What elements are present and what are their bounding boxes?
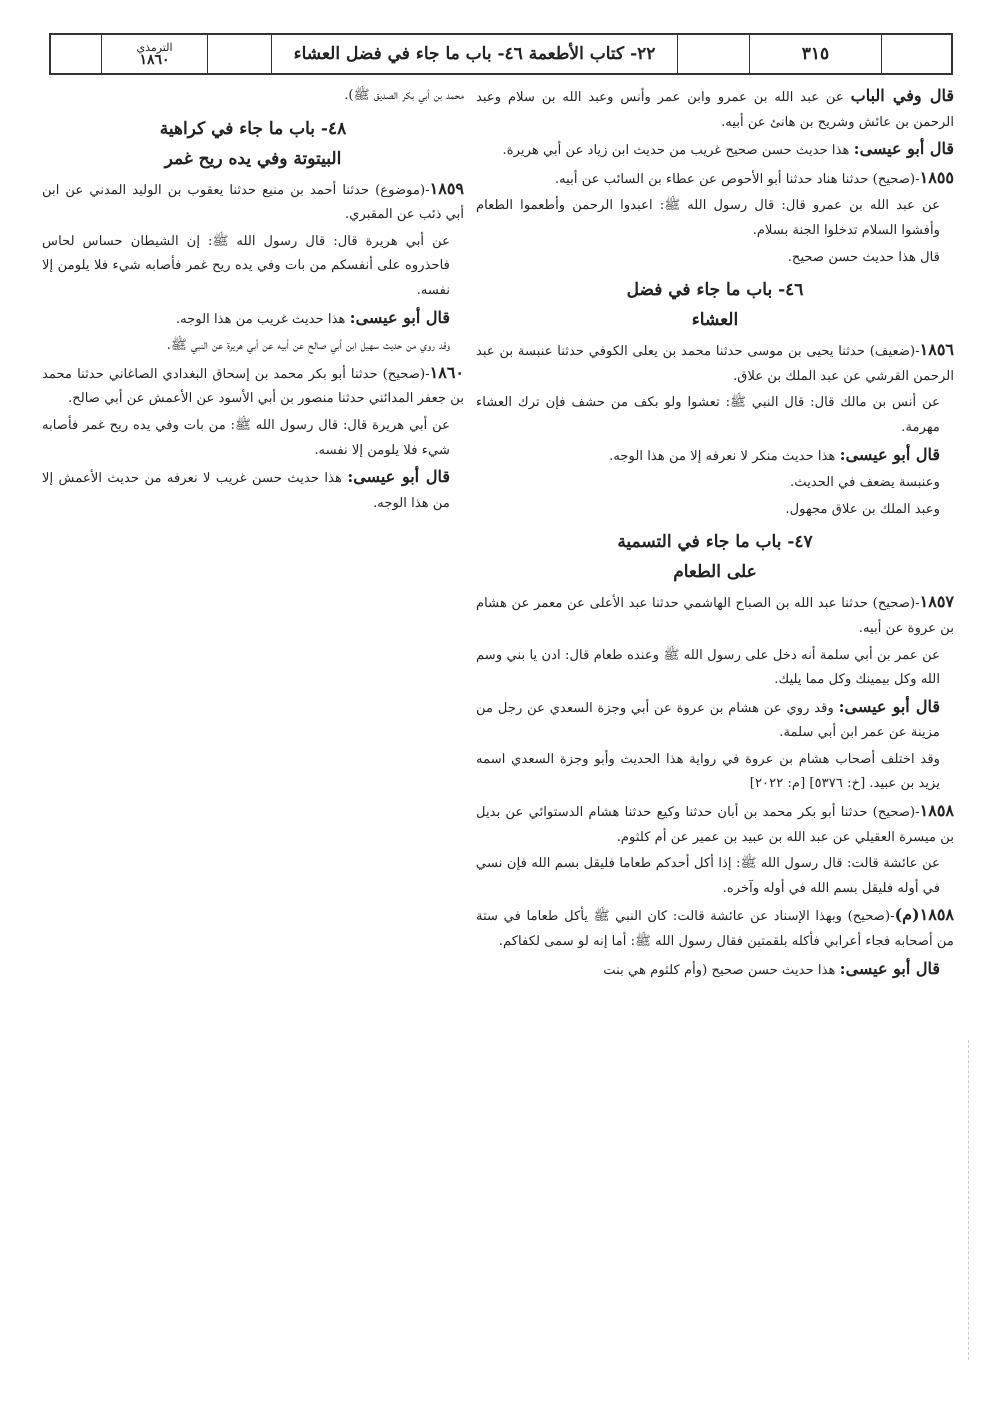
- isnad-text: -(صحيح) وبهذا الإسناد عن عائشة قالت: كان النبي ﷺ يأكل طعاما في ستة من أصحابه فجاء أعرابي فأكله بلقمتين فقال رسول الله ﷺ: أما إنه لو سمى لكفاكم.: [476, 909, 954, 950]
- isnad-text: -(موضوع) حدثنا أحمد بن منيع حدثنا يعقوب بن الوليد المدني عن ابن أبي ذئب عن المقبري.: [42, 182, 464, 223]
- hadith-note: وعنبسة يضعف في الحديث.: [790, 475, 940, 491]
- chapter-heading: [476, 527, 954, 587]
- chapter-title: ٢٢- كتاب الأطعمة ٤٦- باب ما جاء في فضل العشاء: [271, 35, 677, 73]
- heading-line: ٤٦- باب ما جاء في فضل: [626, 280, 804, 301]
- grade-text: وقد روي عن هشام بن عروة عن أبي وجزة السعدي عن رجل من مزينة عن عمر ابن أبي سلمة.: [476, 700, 940, 741]
- scan-edge-line: [968, 1040, 969, 1360]
- hadith-grade: [476, 957, 954, 984]
- grade-label: قال أبو عيسى:: [839, 958, 940, 978]
- isnad-text: -(صحيح) حدثنا عبد الله بن الصباح الهاشمي حدثنا عبد الأعلى عن معمر عن هشام بن عروة عن أبيه.: [476, 596, 954, 636]
- hadith-number: ١٨٥٨(م): [894, 905, 954, 925]
- hadith-matn: عن عبد الله بن عمرو قال: قال رسول الله ﷺ: اعبدوا الرحمن وأطعموا الطعام وأفشوا السلام تدخلوا الجنة بسلام.: [476, 198, 940, 238]
- isnad-text: -(صحيح) حدثنا أبو بكر محمد بن إسحاق البغدادي الصاغاني حدثنا محمد بن جعفر المدائني حدثنا منصور بن أبي الأسود عن الأعمش عن أبي صالح.: [42, 366, 464, 407]
- grade-label: قال أبو عيسى:: [347, 467, 451, 487]
- isnad-text: -(صحيح) حدثنا هناد حدثنا أبو الأحوص عن عطاء بن السائب عن أبيه.: [554, 171, 920, 187]
- heading-line: على الطعام: [673, 562, 757, 583]
- hadith-note: وقد اختلف أصحاب هشام بن عروة في رواية هذا الحديث وأبو وجزة السعدي اسمه يزيد بن عبيد. [خ: ٥٣٧٦] [م: ٢٠٢٢]: [476, 751, 940, 792]
- hadith-number: ١٨٥٩: [429, 178, 464, 198]
- header-reference-cell: [101, 35, 207, 73]
- grade-text: هذا حديث غريب من هذا الوجه.: [175, 311, 350, 327]
- hadith-matn: عن أبي هريرة قال: قال رسول الله ﷺ: من بات وفي يده ريح غمر فأصابه شيء فلا يلومن إلا نفسه.: [42, 417, 450, 458]
- hadith-number: ١٨٦٠: [429, 362, 464, 382]
- hadith-isnad: [476, 799, 954, 850]
- grade-label: قال أبو عيسى:: [839, 444, 940, 464]
- continuation-text: محمد بن أبي بكر الصديق ﷺ).: [344, 88, 464, 103]
- heading-line: العشاء: [691, 310, 739, 331]
- isnad-text: -(ضعيف) حدثنا يحيى بن موسى حدثنا محمد بن يعلى الكوفي حدثنا عنبسة بن عبد الرحمن القرشي عن عبد الملك بن علاق.: [476, 344, 954, 384]
- hadith-matn: عن عائشة قالت: قال رسول الله ﷺ: إذا أكل أحدكم طعاما فليقل بسم الله فإن نسي في أوله فليقل بسم الله في أوله وآخره.: [476, 856, 940, 896]
- heading-line: ٤٧- باب ما جاء في التسمية: [617, 532, 813, 553]
- paragraph-text: عن عبد الله بن عمرو وابن عمر وأنس وعبد الله بن سلام وعبد الرحمن بن عائش وشريح بن هانئ عن أبيه.: [476, 90, 954, 130]
- isnad-text: -(صحيح) حدثنا أبو بكر محمد بن أبان حدثنا وكيع حدثنا هشام الدستوائي عن بديل بن ميسرة العقيلي عن عبد الله بن عبيد بن عمير عن أم كلثوم.: [476, 805, 954, 845]
- hadith-grade: قال هذا حديث حسن صحيح.: [787, 249, 940, 265]
- running-header: [49, 33, 953, 75]
- heading-line: البيتوتة وفي يده ريح غمر: [164, 148, 342, 169]
- hadith-grade: [476, 695, 954, 746]
- book-name: الترمذي: [136, 40, 173, 54]
- paragraph-text: هذا حديث حسن صحيح غريب من حديث ابن زياد عن أبي هريرة.: [502, 143, 854, 159]
- hadith-matn: عن أنس بن مالك قال: قال النبي ﷺ: تعشوا ولو بكف من حشف فإن ترك العشاء مهرمة.: [476, 395, 940, 435]
- hadith-isnad: [42, 177, 464, 228]
- hadith-grade: [42, 465, 464, 516]
- chapter-heading: [42, 114, 464, 174]
- hadith-isnad: [476, 338, 954, 389]
- hadith-note: وعبد الملك بن علاق مجهول.: [785, 501, 940, 517]
- header-blank-cell: [207, 35, 271, 73]
- hadith-grade: [476, 443, 954, 470]
- grade-text: هذا حديث منكر لا نعرفه إلا من هذا الوجه.: [609, 448, 840, 464]
- grade-text: هذا حديث حسن غريب لا نعرفه من حديث الأعمش إلا من هذا الوجه.: [42, 471, 450, 511]
- hadith-grade: [42, 306, 464, 333]
- section-label: قال وفي الباب: [850, 86, 954, 105]
- hadith-matn: عن أبي هريرة قال: قال رسول الله ﷺ: إن الشيطان حساس لحاس فاحذروه على أنفسكم من بات وفي يده ريح غمر فأصابه شيء فلا يلومن إلا نفسه.: [42, 233, 450, 298]
- page-number: ٣١٥: [749, 35, 881, 73]
- hadith-note: وقد روي من حديث سهيل ابن أبي صالح عن أبيه عن أبي هريرة عن النبي ﷺ.: [166, 338, 450, 354]
- hadith-number: ١٨٥٥: [919, 167, 954, 187]
- header-blank-cell: [881, 35, 951, 73]
- grade-label: قال أبو عيسى:: [349, 307, 450, 327]
- heading-line: ٤٨- باب ما جاء في كراهية: [159, 118, 347, 139]
- header-blank-cell: [51, 35, 101, 73]
- left-column: [42, 84, 464, 518]
- grade-label: قال أبو عيسى:: [853, 139, 954, 159]
- hadith-matn: عن عمر بن أبي سلمة أنه دخل على رسول الله ﷺ وعنده طعام قال: ادن يا بني وسم الله وكل بيمينك وكل مما يليك.: [476, 647, 940, 688]
- hadith-isnad: [476, 590, 954, 641]
- right-column: [476, 84, 954, 985]
- hadith-number: ١٨٥٨: [919, 801, 954, 821]
- header-blank-cell: [677, 35, 749, 73]
- hadith-isnad: [476, 166, 954, 193]
- hadith-number: ١٨٥٧: [919, 592, 954, 612]
- grade-text: هذا حديث حسن صحيح (وأم كلثوم هي بنت: [603, 962, 840, 978]
- grade-label: قال أبو عيسى:: [838, 696, 940, 716]
- hadith-isnad: [42, 361, 464, 412]
- paragraph: [476, 137, 954, 164]
- paragraph: [476, 84, 954, 135]
- hadith-isnad: [476, 903, 954, 954]
- chapter-heading: [476, 275, 954, 335]
- hadith-range: ١٨٦٠: [139, 51, 170, 68]
- hadith-number: ١٨٥٦: [919, 340, 954, 360]
